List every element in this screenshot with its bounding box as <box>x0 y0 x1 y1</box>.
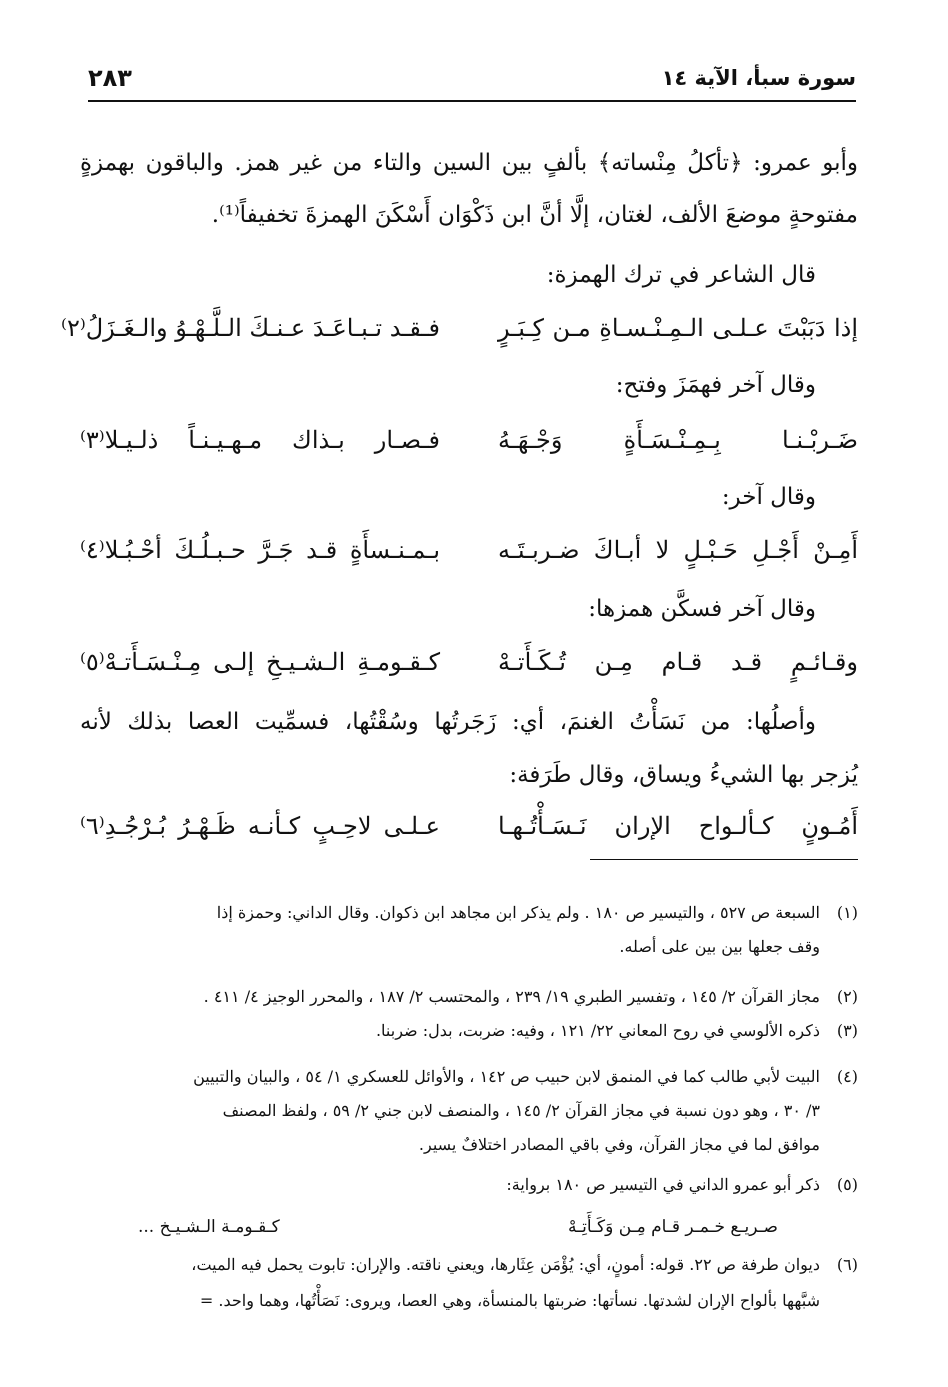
footnote-line: البيت لأبي طالب كما في المنمق لابن حبيب ص ١٤٢ ، والأوائل للعسكري ١/ ٥٤ ، والبيان والتبيين <box>193 1067 820 1086</box>
footnote-line: شبَّهها بألواح الإران لشدتها. نسأتها: ضربتها بالمنسأة، وهي العصا، ويروى: نَصَأْتُها، وهما واحد. = <box>199 1291 820 1310</box>
footnote-number: (٦) <box>836 1255 858 1274</box>
footnote-number: (٤) <box>836 1067 858 1086</box>
verse <box>80 530 858 570</box>
footnote-line: ديوان طرفة ص ٢٢. قوله: أمونٍ، أي: يُؤْمَن عِثَارها، ويعني ناقته. والإران: تابوت يحمل فيه الميت، <box>191 1255 820 1274</box>
footnote-number: (٣) <box>836 1021 858 1040</box>
verse <box>61 308 858 348</box>
footnote-number: (٢) <box>836 987 858 1006</box>
verse-first-hemistich: أَمُـونٍ كـألـواح الإران نَـسَـأْتُـهـا <box>498 812 858 840</box>
verse-first-hemistich: أَمِـنْ أَجْـلِ حَـبْـلٍ لا أبـاكَ ضـربـتَـه <box>498 536 858 564</box>
verse-second-hemistich: كـقـومـةِ الـشـيـخِ إلـى مِـنْـسَـأَتـهْ⁽٥⁾ <box>80 648 440 676</box>
footnote-line: ٣/ ٣٠ ، وهو دون نسبة في مجاز القرآن ٢/ ١٤٥ ، والمنصف لابن جني ٢/ ٥٩ ، ولفظ المصنف <box>222 1101 820 1120</box>
verse-second-hemistich: فـقـد تـبـاعَـدَ عـنـكَ الـلَّـهْـوُ والـغَـزَلُ⁽٢⁾ <box>61 314 440 342</box>
verse-second-hemistich: بـمـنـسأَةٍ قـد جَـرَّ حـبـلُـكَ أحْـبُـلا⁽٤⁾ <box>80 536 440 564</box>
footnote-line: ذكر أبو عمرو الداني في التيسير ص ١٨٠ برواية: <box>506 1175 820 1194</box>
verse-first-hemistich: ضَـربْـنـا بِـمِـنْـسَـأَةٍ وَجْـهَـهُ <box>498 426 858 454</box>
footnote-line: وقف جعلها بين بين على أصله. <box>619 937 820 956</box>
footnote-line: السبعة ص ٥٢٧ ، والتيسير ص ١٨٠ . ولم يذكر ابن مجاهد ابن ذكوان. وقال الداني: وحمزة إذا <box>216 903 820 922</box>
footnote-verse-first: صـريـع خـمـر قـام مِـن وَكَـأَتِـهْ <box>568 1217 778 1237</box>
running-title: سورة سبأ، الآية ١٤ <box>661 66 856 90</box>
verse-intro: وقال آخر: <box>721 484 816 510</box>
footnote-line: ذكره الألوسي في روح المعاني ٢٢/ ١٢١ ، وفيه: ضربت، بدل: ضربنا. <box>375 1021 820 1040</box>
footnote-verse-second: كـقـومـة الـشـيـخ ... <box>138 1217 280 1237</box>
page-header <box>88 62 856 102</box>
paragraph-line: وأصلُها: من نَسَأْتُ الغنمَ، أي: زَجَرتُها وسُقْتُها، فسمِّيت العصا بذلك لأنه <box>80 709 816 735</box>
verse-first-hemistich: إذا دَبَبْتَ عـلـى الـمِـنْـسـاةِ مـن كِـبَـرٍ <box>498 314 858 342</box>
verse-intro: وقال آخر فهمَزَ وفتح: <box>615 372 816 398</box>
paragraph-line: يُزجر بها الشيءُ ويساق، وقال طَرَفة: <box>509 762 858 788</box>
paragraph-line: وأبو عمرو: ﴿تأكلُ مِنْساته﴾ بألفٍ بين السين والتاء من غير همز. والباقون بهمزةٍ <box>80 150 858 176</box>
footnote-number: (٥) <box>836 1175 858 1194</box>
footnote-separator <box>590 859 858 860</box>
paragraph-line: مفتوحةٍ موضعَ الألف، لغتان، إلَّا أنَّ ابن ذَكْوَان أَسْكَنَ الهمزةَ تخفيفاً⁽¹⁾. <box>211 202 858 228</box>
page-number: ٢٨٣ <box>88 64 132 92</box>
verse-second-hemistich: فـصـار بـذاك مـهـيـنـاً ذلـيـلا⁽٣⁾ <box>80 426 440 454</box>
verse-second-hemistich: عـلـى لاحِـبٍ كـأنـه ظَـهْـرُ بُـرْجُـدِ⁽٦⁾ <box>80 812 440 840</box>
footnote-number: (١) <box>836 903 858 922</box>
verse <box>80 642 858 682</box>
verse-intro: قال الشاعر في ترك الهمزة: <box>546 262 816 288</box>
verse-first-hemistich: وقـائـمٍ قـد قـام مِـن تُـكَـأَتـهْ <box>498 648 858 676</box>
verse <box>80 420 858 460</box>
footnote-line: موافق لما في مجاز القرآن، وفي باقي المصادر اختلافٌ يسير. <box>418 1135 820 1154</box>
verse-intro: وقال آخر فسكَّن همزها: <box>588 596 816 622</box>
footnote-line: مجاز القرآن ٢/ ١٤٥ ، وتفسير الطبري ١٩/ ٢٣٩ ، والمحتسب ٢/ ١٨٧ ، والمحرر الوجيز ٤/ ٤١١ . <box>203 987 820 1006</box>
verse <box>80 806 858 846</box>
